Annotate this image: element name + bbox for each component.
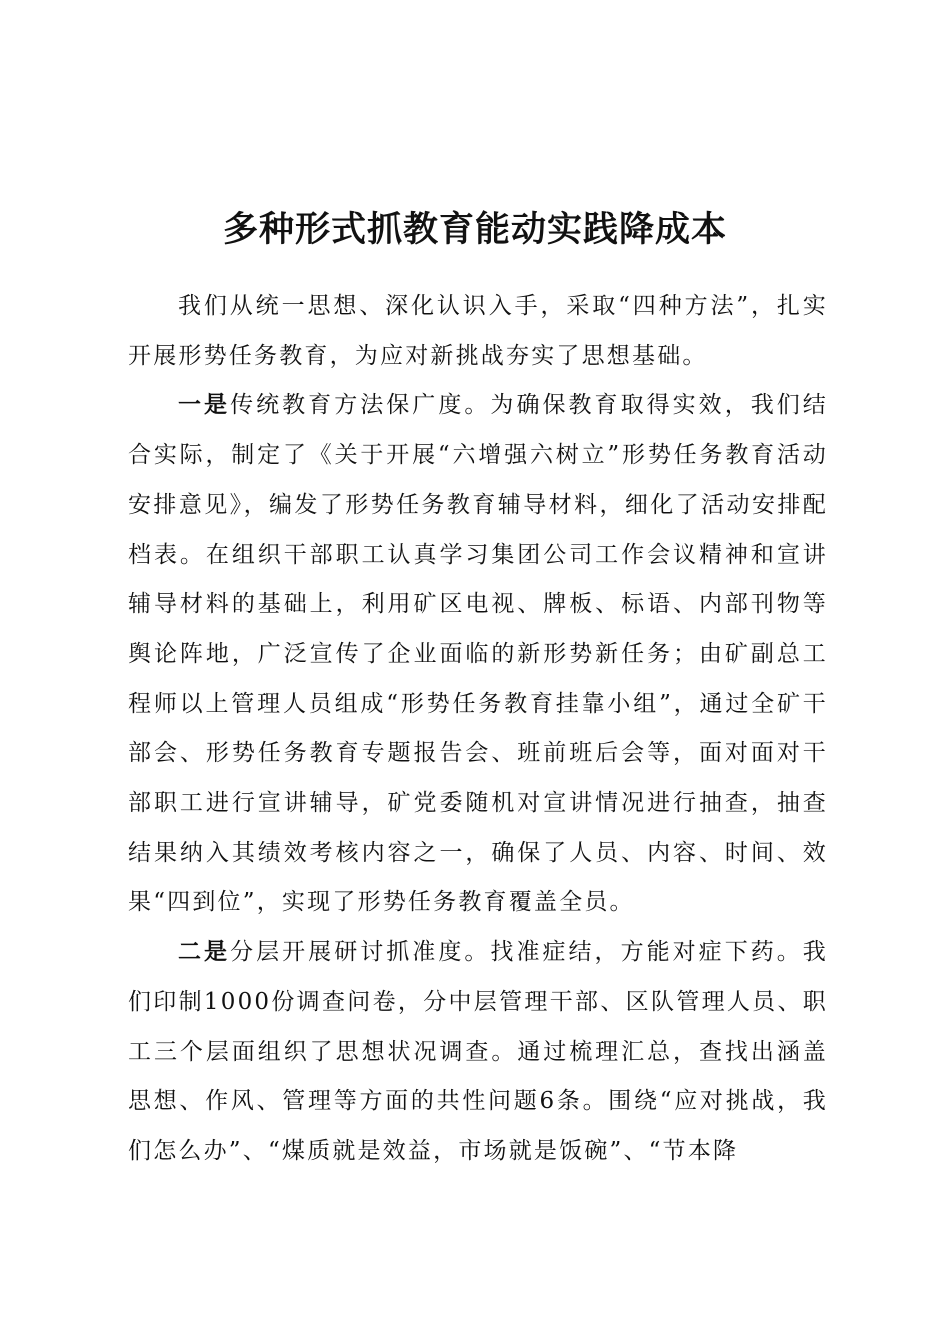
paragraph-method-one <box>128 381 828 928</box>
paragraph-text: 分层开展研讨抓准度。找准症结，方能对症下药。我们印制1000份调查问卷，分中层管理干部、区队管理人员、职工三个层面组织了思想状况调查。通过梳理汇总，查找出涵盖思想、作风、管理等方面的共性问题6条。围绕“应对挑战，我们怎么办”、“煤质就是效益，市场就是饭碗”、“节本降 <box>128 939 828 1164</box>
paragraph-text: 传统教育方法保广度。为确保教育取得实效，我们结合实际，制定了《关于开展“六增强六树立”形势任务教育活动安排意见》，编发了形势任务教育辅导材料，细化了活动安排配档表。在组织干部职工认真学习集团公司工作会议精神和宣讲辅导材料的基础上，利用矿区电视、牌板、标语、内部刊物等舆论阵地，广泛宣传了企业面临的新形势新任务；由矿副总工程师以上管理人员组成“形势任务教育挂靠小组”，通过全矿干部会、形势任务教育专题报告会、班前班后会等，面对面对干部职工进行宣讲辅导，矿党委随机对宣讲情况进行抽查，抽查结果纳入其绩效考核内容之一，确保了人员、内容、时间、效果“四到位”，实现了形势任务教育覆盖全员。 <box>128 392 828 916</box>
paragraph-lead: 二是 <box>178 939 231 966</box>
paragraph-intro <box>128 282 828 381</box>
document-body <box>128 282 828 1177</box>
paragraph-lead: 一是 <box>178 392 231 419</box>
document-title: 多种形式抓教育能动实践降成本 <box>222 210 727 250</box>
paragraph-method-two <box>128 928 828 1177</box>
paragraph-text: 我们从统一思想、深化认识入手，采取“四种方法”，扎实开展形势任务教育，为应对新挑战夯实了思想基础。 <box>128 293 828 369</box>
